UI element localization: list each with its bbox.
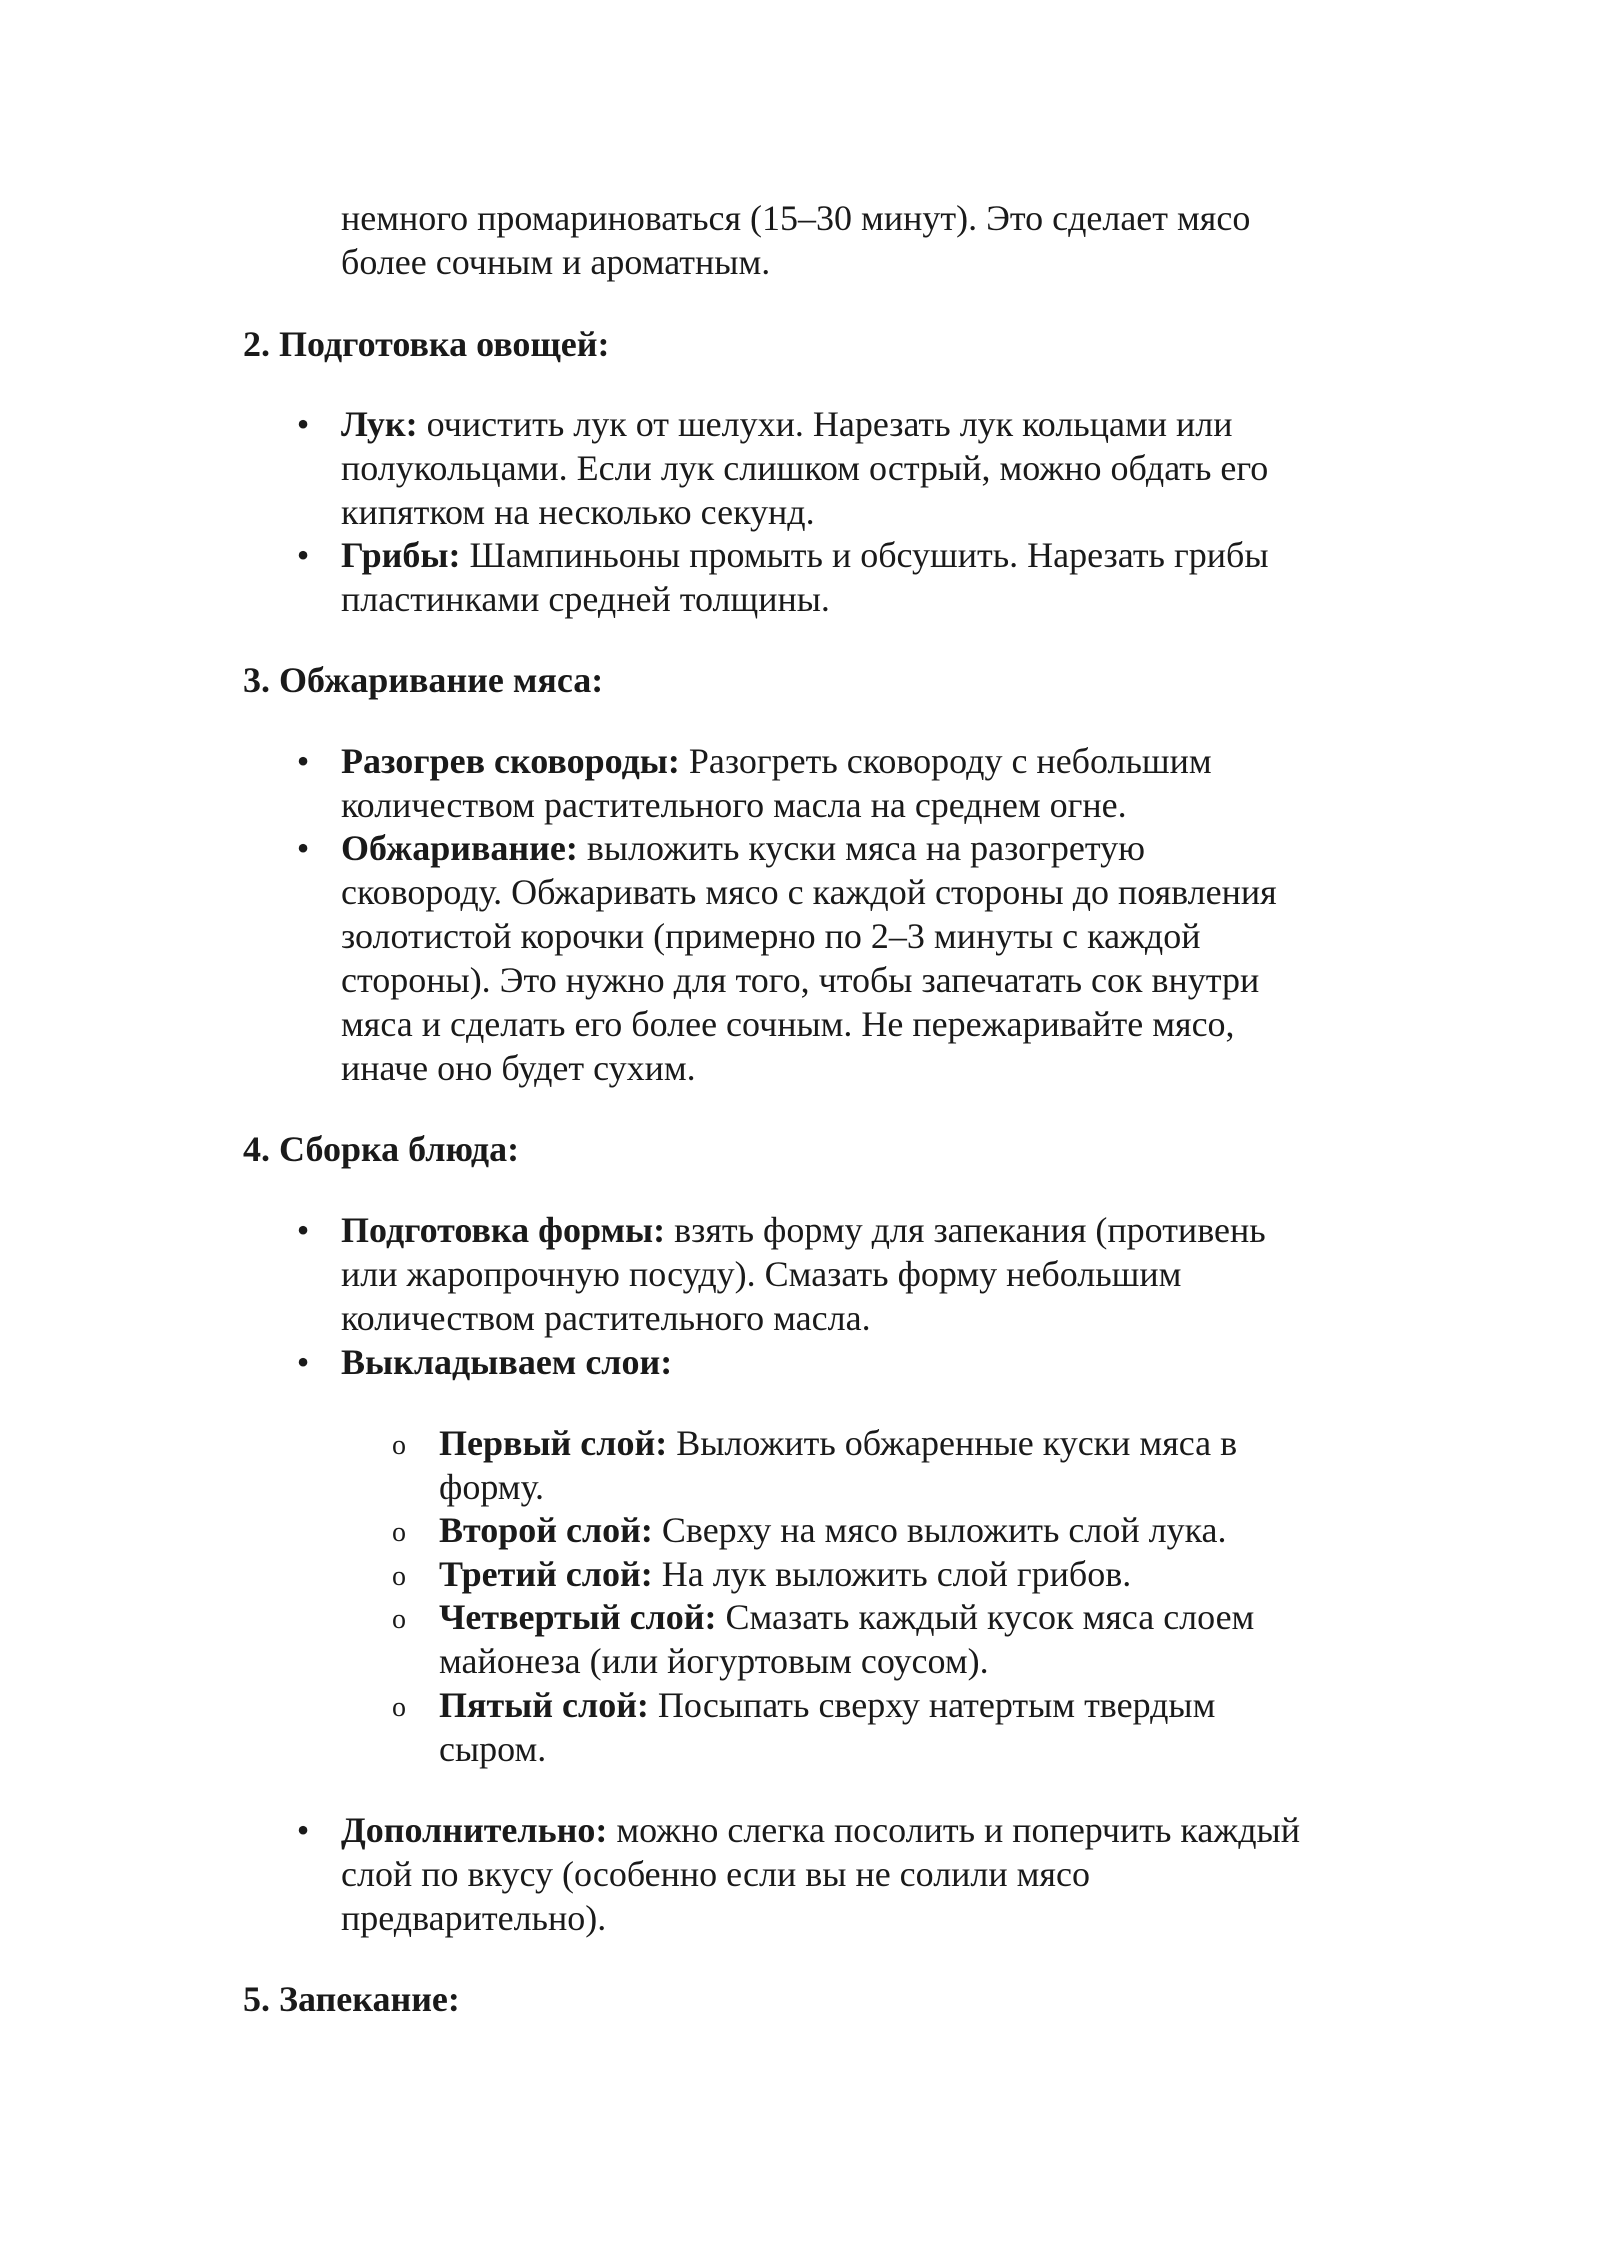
section-heading-4: 4. Сборка блюда: [243,1129,520,1169]
list-item: • Грибы: Шампиньоны промыть и обсушить. Нарезать грибы пластинками средней толщины. [341,533,1381,621]
item-label: Лук: [341,404,418,444]
circle-bullet-icon: o [392,1561,406,1592]
sub-item-label: Первый слой: [439,1423,668,1463]
sub-item-label: Второй слой: [439,1510,653,1550]
intro-line-2: более сочным и ароматным. [341,242,771,282]
sub-list-item: o Пятый слой: Посыпать сверху натертым твердым сыром. [439,1683,1339,1771]
bullet-icon: • [296,828,310,868]
list-item: • Дополнительно: можно слегка посолить и поперчить каждый слой по вкусу (особенно если вы не солили мясо предварительно). [341,1808,1381,1940]
sub-list-item: o Первый слой: Выложить обжаренные куски мяса в форму. [439,1421,1339,1509]
intro-line-1: немного промариноваться (15–30 минут). Это сделает мясо [341,198,1251,238]
list-item: • Лук: очистить лук от шелухи. Нарезать лук кольцами или полукольцами. Если лук слишком острый, можно обдать его кипятком на несколько секунд. [341,402,1381,534]
sub-item-label: Пятый слой: [439,1685,649,1725]
intro-paragraph [341,196,1441,284]
list-item [296,1340,1381,1384]
bullet-icon: • [296,1342,310,1382]
bullet-icon: • [296,535,310,575]
section-heading-2: 2. Подготовка овощей: [243,324,610,364]
sub-list-item: o Четвертый слой: Смазать каждый кусок мяса слоем майонеза (или йогуртовым соусом). [439,1595,1339,1683]
bullet-icon: • [296,1210,310,1250]
section-heading-5: 5. Запекание: [243,1979,460,2019]
list-item: • Подготовка формы: взять форму для запекания (противень или жаропрочную посуду). Смазать форму небольшим количеством растительного масла. [341,1208,1381,1340]
circle-bullet-icon: o [392,1692,406,1723]
circle-bullet-icon: o [392,1430,406,1461]
sub-list-item: o Третий слой: На лук выложить слой грибов. [439,1552,1339,1596]
circle-bullet-icon: o [392,1517,406,1548]
item-label: Обжаривание: [341,828,578,868]
list-item: • Обжаривание: выложить куски мяса на разогретую сковороду. Обжаривать мясо с каждой стороны до появления золотистой корочки (примерно по 2–3 минуты с каждой стороны). Это нужно для того, чтобы запечатать сок внутри мяса и сделать его более сочным. Не пережаривайте мясо, иначе оно будет сухим. [341,826,1381,1090]
bullet-icon: • [296,741,310,781]
item-label: Разогрев сковороды: [341,741,680,781]
circle-bullet-icon: o [392,1604,406,1635]
bullet-icon: • [296,404,310,444]
item-label: Выкладываем слои: [341,1342,673,1382]
bullet-icon: • [296,1810,310,1850]
item-label: Дополнительно: [341,1810,608,1850]
sub-item-label: Третий слой: [439,1554,653,1594]
sub-item-label: Четвертый слой: [439,1597,717,1637]
section-heading-3: 3. Обжаривание мяса: [243,660,604,700]
item-label: Подготовка формы: [341,1210,666,1250]
sub-list-item: o Второй слой: Сверху на мясо выложить слой лука. [439,1508,1339,1552]
item-label: Грибы: [341,535,461,575]
list-item: • Разогрев сковороды: Разогреть сковороду с небольшим количеством растительного масла на среднем огне. [341,739,1381,827]
